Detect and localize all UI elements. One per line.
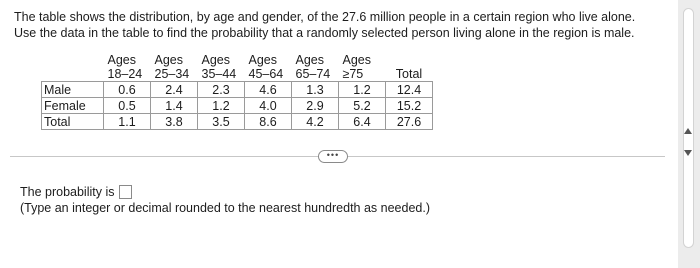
answer-input[interactable] <box>119 185 132 199</box>
column-header-line2: ≥75 <box>342 67 364 81</box>
table-cell: 5.2 <box>339 98 386 114</box>
row-label: Total <box>42 114 104 130</box>
column-header-line2: 18–24 <box>107 67 143 81</box>
table-cell: 0.6 <box>104 82 151 98</box>
distribution-table <box>41 53 433 130</box>
column-header-line1: Ages <box>295 53 324 67</box>
table-cell: 1.3 <box>292 82 339 98</box>
table-row <box>42 82 433 98</box>
table-corner-cell <box>42 53 104 82</box>
scroll-up-arrow-icon[interactable] <box>684 128 692 134</box>
table-cell: 3.5 <box>198 114 245 130</box>
table-cell: 4.2 <box>292 114 339 130</box>
table-cell: 6.4 <box>339 114 386 130</box>
table-cell: 2.9 <box>292 98 339 114</box>
table-header-row <box>42 53 433 82</box>
column-header-line1: Ages <box>201 53 230 67</box>
vertical-scrollbar[interactable] <box>678 0 700 268</box>
table-cell: 1.4 <box>151 98 198 114</box>
more-button[interactable]: ••• <box>318 150 348 163</box>
table-cell: 0.5 <box>104 98 151 114</box>
column-header-line2: Total <box>395 67 423 81</box>
column-header-total <box>386 53 433 82</box>
question-line-1: The table shows the distribution, by age and gender, of the 27.6 million people in a certain region who live alone. <box>14 10 636 24</box>
column-header-line2: 65–74 <box>295 67 331 81</box>
column-header-line2: 25–34 <box>154 67 190 81</box>
column-header <box>151 53 198 82</box>
column-header-line1: Ages <box>248 53 277 67</box>
table-row <box>42 114 433 130</box>
column-header <box>339 53 386 82</box>
answer-prompt: The probability is <box>20 185 115 199</box>
column-header-line2: 35–44 <box>201 67 237 81</box>
table-cell: 4.0 <box>245 98 292 114</box>
table-cell-total: 27.6 <box>386 114 433 130</box>
answer-line <box>20 184 430 200</box>
column-header <box>245 53 292 82</box>
table-cell-total: 12.4 <box>386 82 433 98</box>
question-line-2: Use the data in the table to find the probability that a randomly selected person living alone in the region is male. <box>14 26 635 40</box>
answer-hint: (Type an integer or decimal rounded to the nearest hundredth as needed.) <box>20 201 430 215</box>
table-cell: 2.4 <box>151 82 198 98</box>
table-cell-total: 15.2 <box>386 98 433 114</box>
row-label: Female <box>42 98 104 114</box>
table-cell: 1.1 <box>104 114 151 130</box>
table-cell: 3.8 <box>151 114 198 130</box>
table-cell: 1.2 <box>198 98 245 114</box>
table-cell: 4.6 <box>245 82 292 98</box>
column-header-line1: Ages <box>154 53 183 67</box>
table-row <box>42 98 433 114</box>
table-cell: 2.3 <box>198 82 245 98</box>
column-header <box>198 53 245 82</box>
row-label: Male <box>42 82 104 98</box>
answer-section <box>20 184 430 216</box>
column-header <box>104 53 151 82</box>
scroll-down-arrow-icon[interactable] <box>684 150 692 156</box>
column-header-line2: 45–64 <box>248 67 284 81</box>
column-header <box>292 53 339 82</box>
column-header-line1: Ages <box>342 53 371 67</box>
table-cell: 8.6 <box>245 114 292 130</box>
column-header-line1: Ages <box>107 53 136 67</box>
table-cell: 1.2 <box>339 82 386 98</box>
question-text <box>14 9 674 41</box>
